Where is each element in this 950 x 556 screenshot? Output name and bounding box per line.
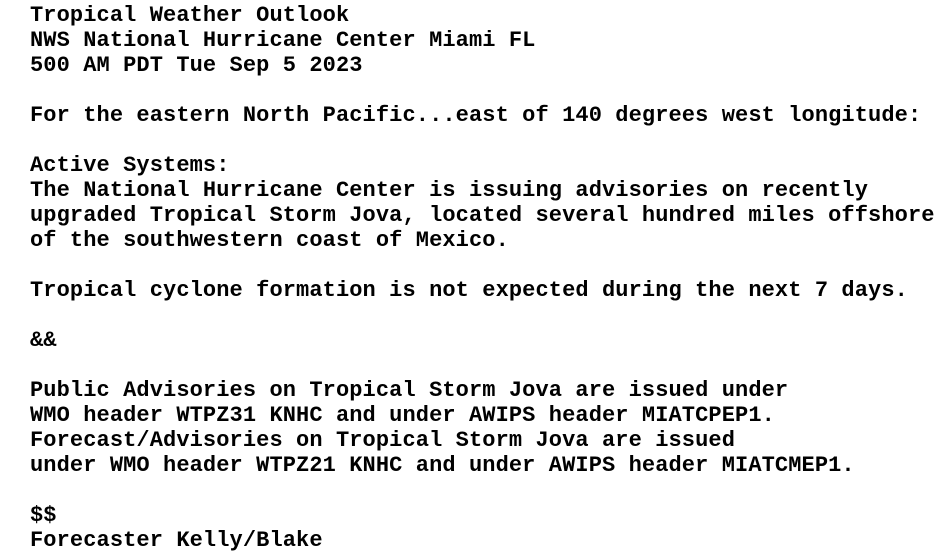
forecaster-signature: Forecaster Kelly/Blake (30, 528, 323, 553)
active-systems-heading: Active Systems: (30, 153, 230, 178)
advisory-info-line: Forecast/Advisories on Tropical Storm Jova are issued (30, 428, 736, 453)
formation-outlook-line: Tropical cyclone formation is not expected during the next 7 days. (30, 278, 908, 303)
blank-line (30, 78, 942, 103)
active-systems-text-line: of the southwestern coast of Mexico. (30, 228, 509, 253)
advisory-info-line: under WMO header WTPZ21 KNHC and under AWIPS header MIATCMEP1. (30, 453, 855, 478)
active-systems-text-line: upgraded Tropical Storm Jova, located several hundred miles offshore (30, 203, 935, 228)
blank-line (30, 128, 942, 153)
blank-line (30, 303, 942, 328)
product-title: Tropical Weather Outlook (30, 3, 350, 28)
blank-line (30, 253, 942, 278)
blank-line (30, 353, 942, 378)
active-systems-text-line: The National Hurricane Center is issuing advisories on recently (30, 178, 869, 203)
blank-line (30, 478, 942, 503)
advisory-info-line: Public Advisories on Tropical Storm Jova are issued under (30, 378, 789, 403)
basin-scope-line: For the eastern North Pacific...east of 140 degrees west longitude: (30, 103, 922, 128)
issuance-time: 500 AM PDT Tue Sep 5 2023 (30, 53, 363, 78)
issuing-office: NWS National Hurricane Center Miami FL (30, 28, 536, 53)
advisory-info-line: WMO header WTPZ31 KNHC and under AWIPS header MIATCPEP1. (30, 403, 775, 428)
section-separator: && (30, 328, 57, 353)
end-marker: $$ (30, 503, 57, 528)
